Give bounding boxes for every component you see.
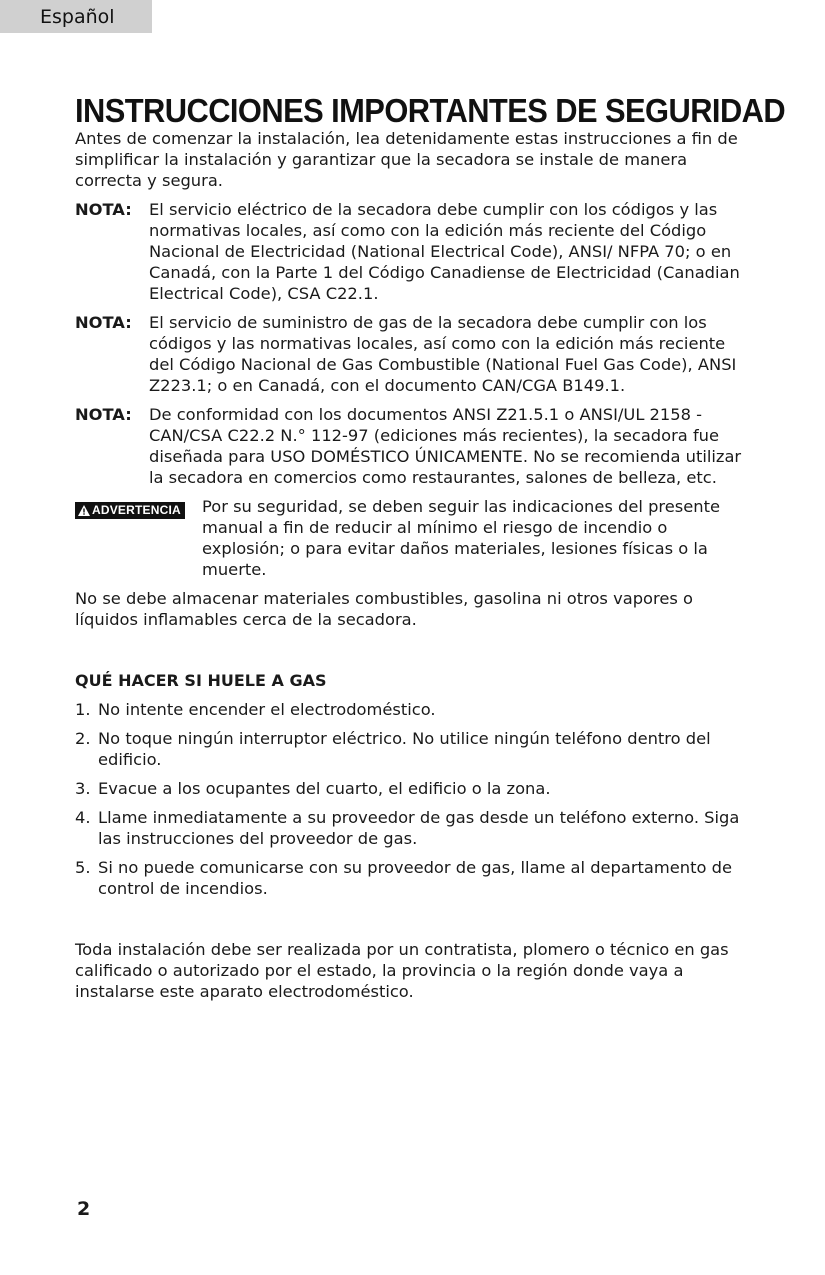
step-text: Si no puede comunicarse con su proveedor de gas, llame al departamento de control de incendios. [98, 858, 732, 898]
warning-triangle-icon [78, 505, 90, 516]
list-item [75, 807, 755, 849]
note-electrical [75, 199, 755, 304]
warning-block [75, 496, 755, 580]
intro-paragraph: Antes de comenzar la instalación, lea detenidamente estas instrucciones a fin de simplificar la instalación y garantizar que la secadora se instale de manera correcta y segura. [75, 129, 738, 190]
step-number: 5. [75, 858, 91, 877]
warning-badge [75, 502, 185, 519]
note-label: NOTA: [75, 313, 132, 332]
step-number: 4. [75, 808, 91, 827]
page-title: INSTRUCCIONES IMPORTANTES DE SEGURIDAD [75, 92, 786, 129]
storage-warning: No se debe almacenar materiales combustibles, gasolina ni otros vapores o líquidos inflamables cerca de la secadora. [75, 589, 693, 629]
note-label: NOTA: [75, 405, 132, 424]
warning-badge-label: ADVERTENCIA [92, 503, 181, 517]
list-item [75, 857, 755, 899]
note-domestic-use [75, 404, 755, 488]
warning-text: Por su seguridad, se deben seguir las indicaciones del presente manual a fin de reducir al mínimo el riesgo de incendio o explosión; o para evitar daños materiales, lesiones físicas o la muerte. [202, 497, 721, 579]
note-text: El servicio de suministro de gas de la secadora debe cumplir con los códigos y las normativas locales, así como con la edición más reciente del Código Nacional de Gas Combustible (National Fuel Gas Code), ANSI Z223.1; o en Canadá, con el documento CAN/CGA B149.1. [149, 313, 737, 395]
step-text: Llame inmediatamente a su proveedor de gas desde un teléfono externo. Siga las instrucciones del proveedor de gas. [98, 808, 740, 848]
step-number: 2. [75, 729, 91, 748]
list-item [75, 778, 755, 799]
note-gas-supply [75, 312, 755, 396]
step-text: No intente encender el electrodoméstico. [98, 700, 436, 719]
gas-section-heading: QUÉ HACER SI HUELE A GAS [75, 671, 327, 690]
note-text: De conformidad con los documentos ANSI Z21.5.1 o ANSI/UL 2158 - CAN/CSA C22.2 N.° 112-97 (ediciones más recientes), la secadora fue diseñada para USO DOMÉSTICO ÚNICAMENTE. No se recomienda utilizar la secadora en comercios como restaurantes, salones de belleza, etc. [149, 405, 742, 487]
page-content [75, 92, 786, 1002]
closing-paragraph: Toda instalación debe ser realizada por un contratista, plomero o técnico en gas calificado o autorizado por el estado, la provincia o la región donde vaya a instalarse este aparato electrodoméstico. [75, 940, 729, 1001]
note-text: El servicio eléctrico de la secadora debe cumplir con los códigos y las normativas locales, así como con la edición más reciente del Código Nacional de Electricidad (National Electrical Code), ANSI/ NFPA 70; o en Canadá, con la Parte 1 del Código Canadiense de Electricidad (Canadian Electrical Code), CSA C22.1. [149, 200, 740, 303]
step-text: No toque ningún interruptor eléctrico. No utilice ningún teléfono dentro del edificio. [98, 729, 711, 769]
gas-steps-list [75, 699, 755, 899]
language-tab: Español [0, 0, 152, 33]
step-number: 1. [75, 700, 91, 719]
list-item [75, 699, 755, 720]
step-number: 3. [75, 779, 91, 798]
note-label: NOTA: [75, 200, 132, 219]
page-number: 2 [77, 1198, 91, 1220]
list-item [75, 728, 755, 770]
step-text: Evacue a los ocupantes del cuarto, el edificio o la zona. [98, 779, 551, 798]
